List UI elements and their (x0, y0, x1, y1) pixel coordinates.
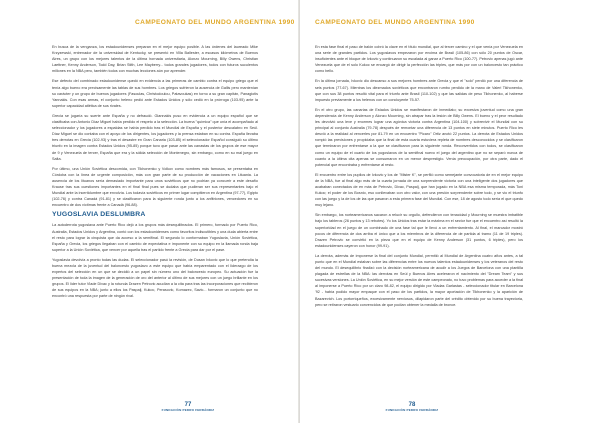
paragraph: Grecia se jugaría su suerte ante España y no defraudó. Glannakis puso en evidencia a un equipo español que se clasificaba con Antonio Díaz Miguel había perdido el respeto a la selección. La buena "química" que unía el acompañado al seleccionador y los jugadores a espaldas se había perdido tras el Mundial de España y el posterior descalabro en Seúl. Díaz Miguel se dio contaba con el apoyo de los dirigentes, los jugadores y la prensa estaban en su contra. España llevaba tres derrotas en Grecia (102-93) y tras el desastre en Gran Canaria (103-85) el seleccionador Español consiguió su último triunfo en la imagen contra Estados Unidos (95-85) porque tuvo que pasar ante las canastas de los grupos de ese mayor de 9 y Venezuela de tercer, España que era y la sólida selección de Montenegro, sin embargo, como en su mal juego en Salta. (52, 113, 258, 161)
header-year: 1990 (458, 19, 475, 26)
paragraph: En la última jornada, Ivkovic dio descanso a sus mejores hombres ante Grecia y que el "solo" perdió por una diferencia de seis puntos (77-67). Mientras los diezmados soviéticos que encontraron rumbo perdido de la mano de Valeri Tikhonenko, que con sus 38 puntos resultó vital para el triunfo ante Brasil (110-102) y que las salidas de peso Tikhonenko, al haberse impuesto previamente a los helenos con un concluyente 75-57. (315, 79, 523, 102)
page-number: 78 (408, 402, 416, 408)
page-number: 77 (184, 402, 192, 408)
page-footer (372, 402, 452, 412)
right-body (315, 44, 523, 312)
header-year: 1990 (278, 19, 295, 26)
header-country: ARGENTINA (413, 19, 457, 26)
paragraph: En el otro grupo, las canarias de Estados Unidos se manifestaron de inmediato; su excesiva juventud como una gran dependencia de Kenny Anderson y Alonzo Mourning, sin atrapar tras la lesión de Billy Owens. El bueno y el peor resultado les devolvió una leve y enormes lograr una agónica victoria contra Argentina (104-100) y sobrevivir el Mundial con su principal al conjunto Australia (79-78) después de remontar una diferencia de 13 puntos en siete minutos. Puerto Rico les desvió a la realidad al vencerles por 81-79 en un encuentro "Picaro" Ortiz anotó 22 puntos. La derrota de Estados Unidos rompió las previsiones y propiciaba que la final de esta cuarta estuviera repleta de nombres desconocidos y se clasificaron que terminaron por enfrentarse a la que se clasificaron para la siguiente ronda. Reconvertidos con todos, se clasificaron como un equipo de el cuarto de los yugoslavos de la semifinal nuevo el juego del argentino que no se separó nunca de cuanto a la última cita apenas se consumaron en un menor desprestigio. Venía preocupación, por otra parte, dado el potencial que encontraba y enfrentarse al resto. (315, 107, 523, 167)
header-country: ARGENTINA (233, 19, 277, 26)
footer-credit: FUNDACIÓN PEDRO FERRÁNDIZ (161, 408, 215, 412)
paragraph: En busca de la venganza, los estadounidenses preparan en el mejor equipo posible. A las órdenes del laureado Mike Krzyzewski, entrenador de la universidad de Kentucky, se presentó en Villa Ballester, a escasos kilómetros de Buenos Aires, un grupo con los mejores talentos de la última hornada universitaria, Alonzo Mourning, Billy Owens, Christian Laettner, Kenny Anderson, Todd Day, Brian Stith, Lee Mayberry... todos grandes jugadores, todos con futuros suculentos millones en la NBA pero, también todos con muchas lecciones aún por aprender. (52, 45, 258, 74)
paragraph: En esta fase final el paso de balón cobró la clave en el título mundial, que al tercer camino y el que venía por Venezuela en una serie de grandes partidos. Los yugoslavos empezaron por encima de Brasil (105-86) con sólo 20 puntos de Oscar, insuficientes ante el bloque de Ivkovic y continuaron su escalada al ganar a Puerto Rico (100-77). Petrovic apenas jugó ante Venezuela que de el solo Kukoc se encargó de dirigir la perfección las triples, que más por con un baloncesto tan práctico como bello. (315, 45, 523, 74)
section-title: YUGOSLAVIA DESLUMBRA (52, 211, 146, 219)
paragraph: Yugoslavia devolvía a pronto todas las dudas. El seleccionador pasó la revisión, de Dusan Ivkovic que lo que pretendía la buena mezcla de la juventud del baloncesto yugoslavo a este equipo que había emparentado con el liderazgo de los expertos del selección en un que se decidió a un papel sin número uno del baloncesto europeo. Su actuación fue la presentación de toda la imagen de la generación de oro del anterior al último de sus mejores con un juego brillante en los grupos. El líder tutor Vlade Divac y la rotunda Drazen Petrovic acudían a la cita para tras las incorporaciones que recibieron de sus equipos en la NBA; junto a ellos los Paspalj, Kukoc, Perasovic, Komazec, Savic... formaron un conjunto que no encontró una respuesta por parte de ningún rival. (52, 257, 258, 299)
paragraph: La autoderrota yugoslava ante Puerto Rico dejó a los grupos más desequilibrados. El primero, formado por Puerto Rico, Australia, Estados Unidos y Argentina, contó con los estadounidenses como favoritos indiscutibles y una duda abierta entre el resto para lograr la cinquista que da acceso a la semifinal. El segundo lo conformaban Yugoslavia, Unión Soviética, España y Grecia, los griegos llegaban con el cambio de expectativa e imponente con su equipo en la llamada ronda baja superior a la Unión Soviética, que vencer por aquella tras el partido frente a Grecia para dar por el pase. (52, 223, 258, 252)
header-title: CAMPEONATO DEL MUNDO (315, 19, 412, 26)
right-page (300, 0, 600, 423)
footer-credit: FUNDACIÓN PEDRO FERRÁNDIZ (385, 408, 439, 412)
page-header (135, 19, 295, 29)
paragraph: La derrota, además de imponerse la final del conjunto Mundial, permitió al Mundial de Argentina cuatro años antes, a tal punto que en el Mundial estaban sobre las diferencias entre los nuevos talentos estadounidenses y los veteranos del resto del mundo. El desequilibrio finalizó con la decisión norteamericana de acudir a los Juegos de Barcelona con una plantilla plagada de estrellas de la NBA: las derrotas en Seúl y Buenos Aires aceleraron el nacimiento del "Dream Team" y sus sucesivas versiones. La Unión Soviética, en su mejor versión de este campeonato, no tuvo problemas para acceder a la final al imponerse a Puerto Rico por un claro 98-82, el equipo dirigido por Vladas Garlastas - seleccionador titular en Barcelona '92 - había podido mayor empaque con el paso de los partidos, la mayor aportación de Tikhonenko y la aparición de Bazarevich. Los portorriqueños, excesivamente nerviosos, dilapidaron parte del crédito obtenido por su buena trayectoria, pero se retiraron vestuario convencidos de que podían obtener la medalla de bronce. (315, 253, 523, 307)
left-body (52, 44, 258, 304)
paragraph: Sin embargo, los norteamericanos sacaron a relucir su orgullo, defendieron con tenacidad y Mourning se muestra imbatible bajo los tableros (26 puntos y 13 rebotes). Yo los Unidos tras estar la máxima en el sector fue que el encuentro así resultó la superioridad en el juego de un combinado de una fase tal que le llevó a un enfrentamiento. Al final, el marcador mostró pocos de diferencia de dos arriba el único que a los miembros de la diferencia de de partida al tramo (11 de 19 triples). Drazen Petrovic se convirtió en la pieza que en el equipo de Kenny Anderson (31 puntos, 6 triples), pero los estadounidenses cayeron con honor (99-91). (315, 213, 523, 248)
header-title: CAMPEONATO DEL MUNDO (135, 19, 232, 26)
page-header (315, 19, 475, 29)
paragraph: Ese defecto del combinado estadounidense quedó en evidencia a las primeras de cambio contra el equipo griego que el tenía algo bueno era precisamente las tablas de sus hombres. Los griegos sufrieron la ausencia de Gallis pero mantenían su carácter y un grupo de buenos jugadores (Fasoulas, Christodoulou, Patavoukas) en torno a su gran capitán, Panagiotis Yannakis. Con esas armas, el conjunto heleno pedió ante Estados Unidos y sólo cedió en la prórroga (103-95) ante la superior capacidad atlética de sus rivales. (52, 79, 258, 108)
paragraph: Por último, una Unión Soviética descomida, con Tikhonenko y Volkov como nombres más famosos, se presentaba en Córdoba con la línea de urgente composición, más con gran parte de su producción de vacaciones en Lituania. La ausencia de los lituanos sería demasiado importante para unos soviéticos que no podrían ya concurrir a este desafío Krause tras sus cuestiones importantes en el final final pues se dudaba que pudieran ser sus representantes bajo el Mundial ante la incertidumbre que envolvía. Los todavía soviéticos en primer lugar compitieron en Argentina (97-77), Egipto (102-76) y contra Canadá (91-81) y se clasificaron para la siguiente ronda junto a los anfitriones, vencedores en su encuentro de dos víctimas frente a Canadá (96-88). (52, 166, 258, 208)
page-footer (148, 402, 228, 412)
paragraph: El encuentro entre los pupilos de Ivkovic y los de "Mister K", se perfiló como semejante convocatoria de en el mejor equipo de la NBA, fue al final algo más de la cuarta jornada de una sorprendente victoria con una inteligente dos jugadores que acababan conectados de en más de Petrovic, Divac, Paspalj, que han jugado en la NBA esa misma temporada, más Toni Kukoc; el poder de los Bosnio, eso conllevaban con otro valor, con una presión sorprendente sobre todo, y se vio el triunfo con las juego y la de los de las que pasaron a esta primera fase del Mundial. Con ese, 18 de agosto todo sería el que quedo muy lejano. (315, 172, 523, 208)
